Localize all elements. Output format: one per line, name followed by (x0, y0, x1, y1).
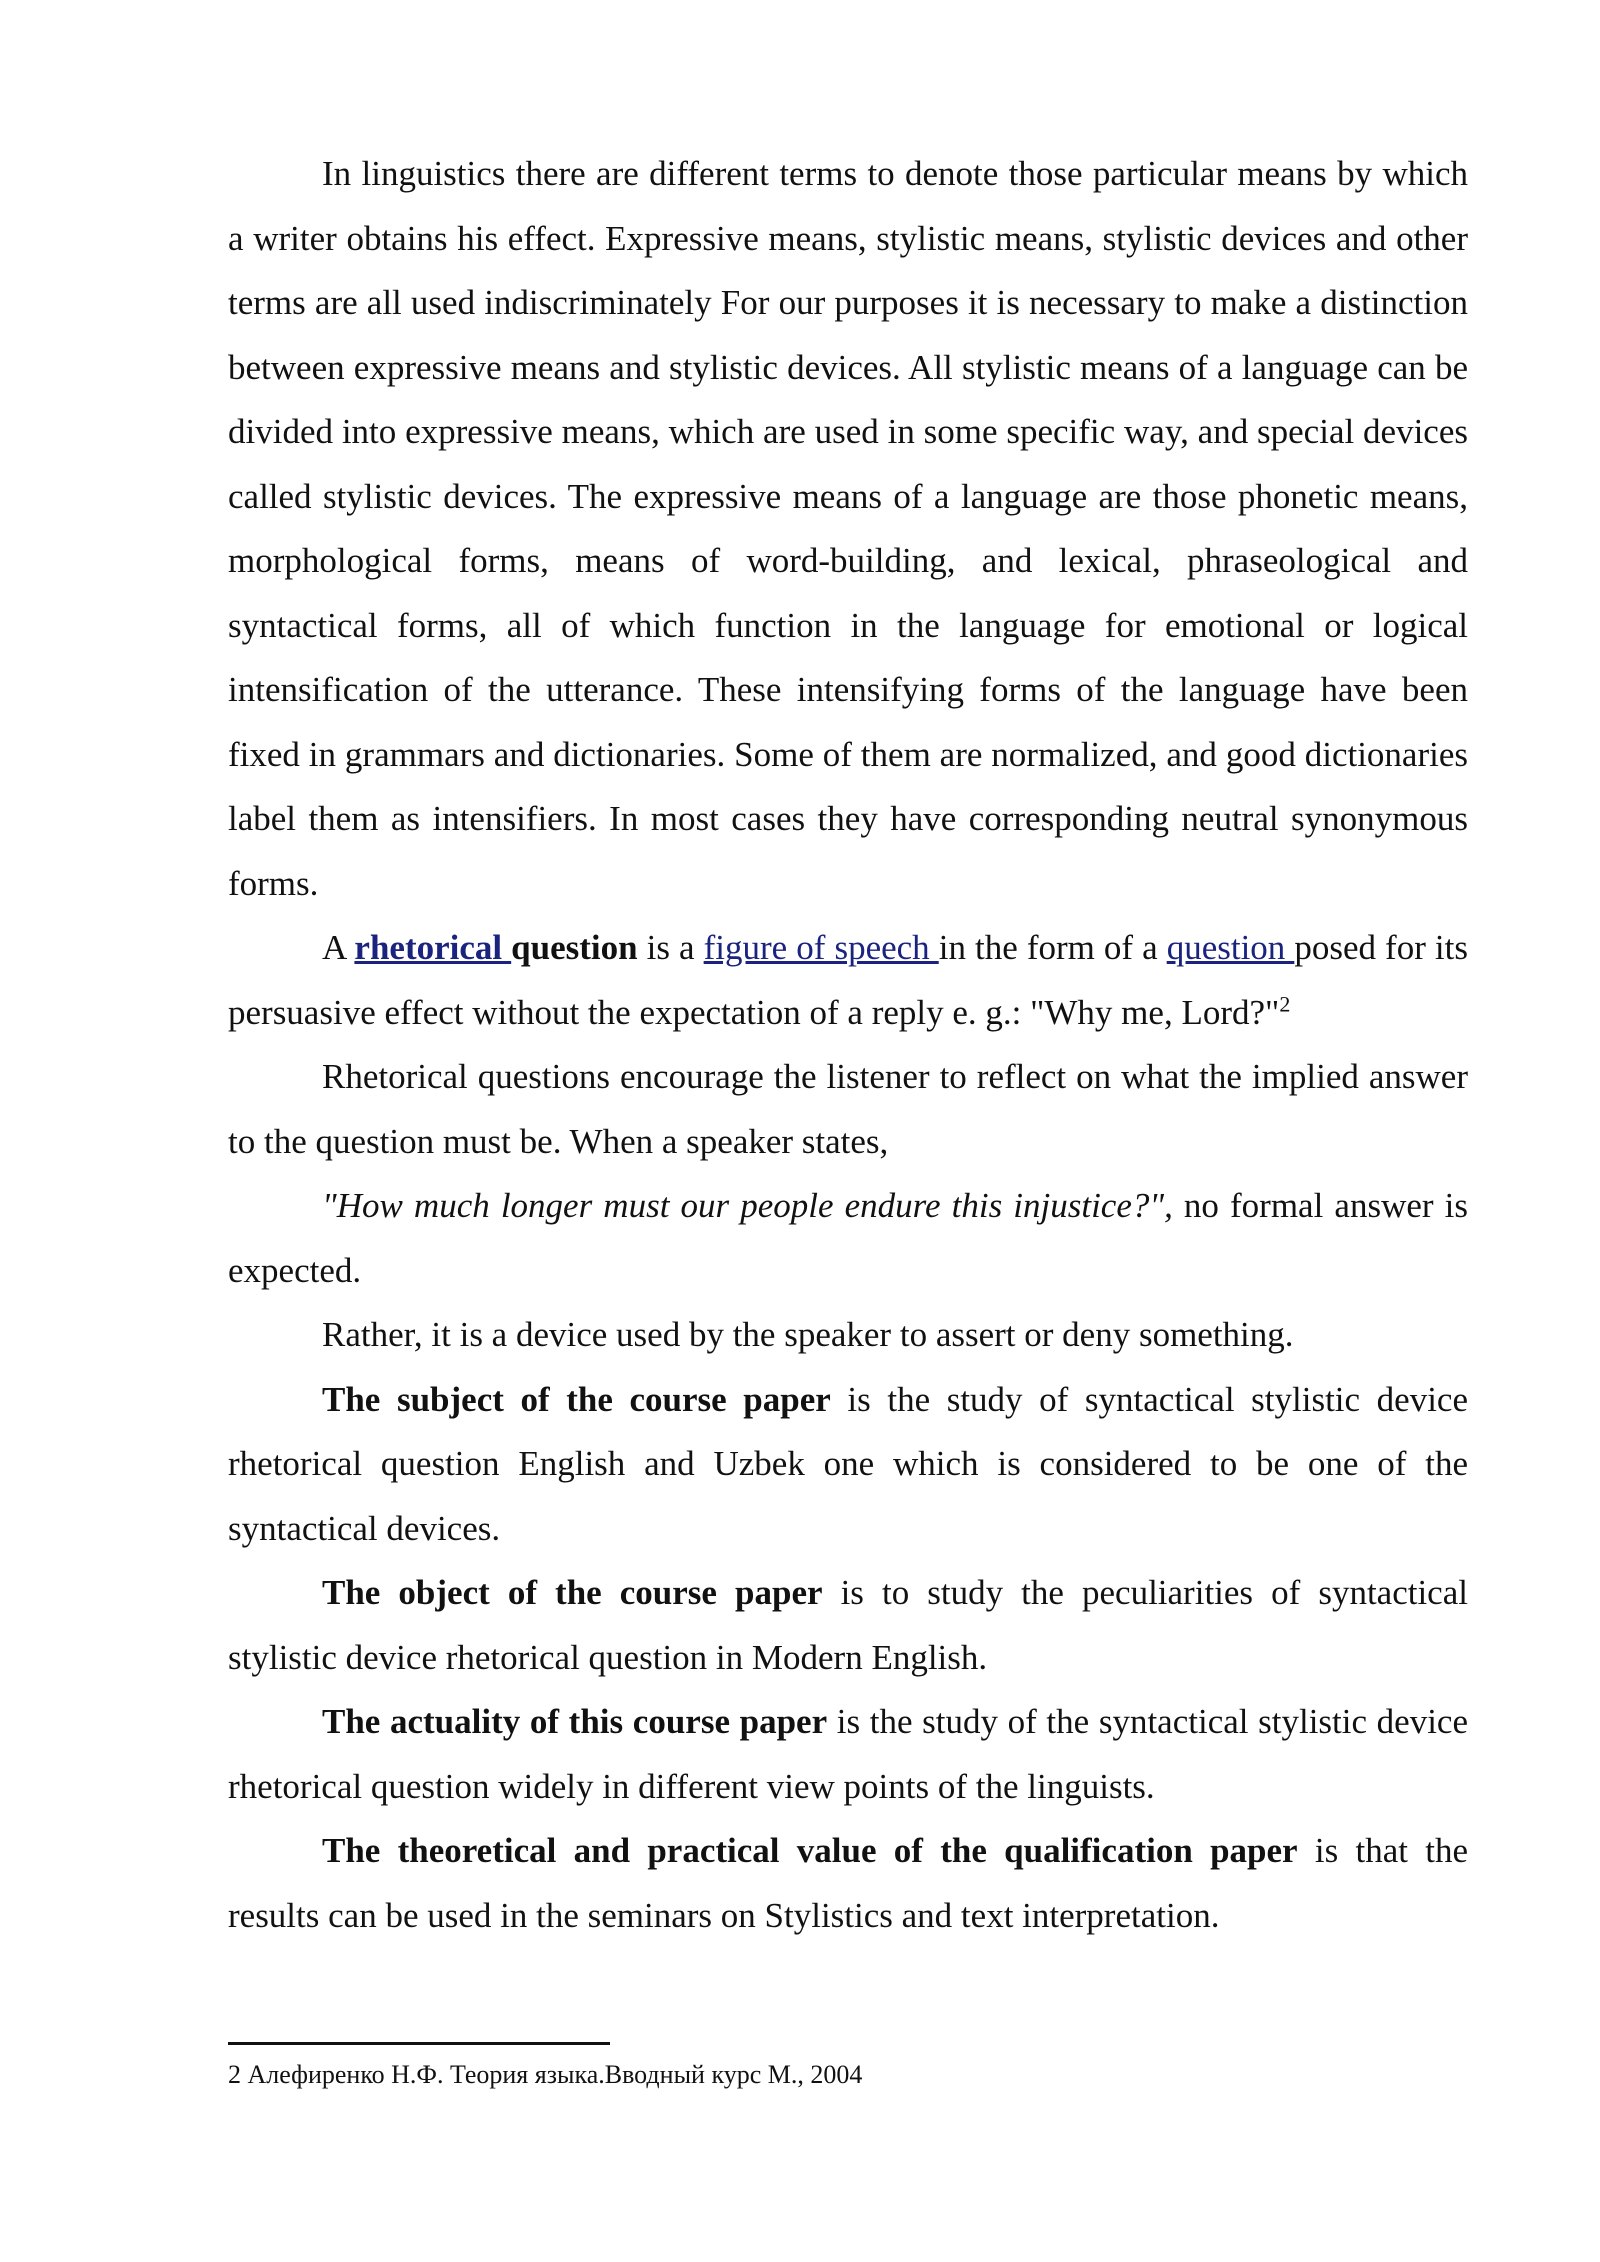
paragraph-rhetorical-question-definition (228, 916, 1468, 1045)
paragraph-encourage (228, 1045, 1468, 1174)
paragraph-rather-text: Rather, it is a device used by the speaker to assert or deny something. (322, 1315, 1294, 1354)
link-rhetorical[interactable]: rhetorical (354, 928, 512, 967)
paragraph-object (228, 1561, 1468, 1690)
subject-heading: The subject of the course paper (322, 1379, 831, 1419)
term-question: question (511, 928, 638, 967)
text-definition-rest: posed for its persuasive effect without the expectation of a reply e. g.: "Why me, Lord?" (228, 928, 1468, 1032)
paragraph-value (228, 1819, 1468, 1948)
object-text: is to study the peculiarities of syntactical stylistic device rhetorical question in Modern English. (228, 1573, 1468, 1677)
subject-text: is the study of syntactical stylistic device rhetorical question English and Uzbek one which is considered to be one of the syntactical devices. (228, 1379, 1469, 1548)
value-heading: The theoretical and practical value of the qualification paper (322, 1831, 1298, 1870)
link-question[interactable]: question (1166, 928, 1295, 967)
footnote-divider (228, 2042, 610, 2045)
actuality-text: is the study of the syntactical stylistic device rhetorical question widely in different view points of the linguists. (228, 1702, 1468, 1806)
text-in-form: in the form of a (938, 928, 1167, 967)
paragraph-intro-text: In linguistics there are different terms to denote those particular means by which a writer obtains his effect. Expressive means, stylistic means, stylistic devices and other terms are all used indiscriminately For our purposes it is necessary to make a distinction between expressive means and stylistic devices. All stylistic means of a language can be divided into expressive means, which are used in some specific way, and special devices called stylistic devices. The expressive means of a language are those phonetic means, morphological forms, means of word-building, and lexical, phraseological and syntactical forms, all of which function in the language for emotional or logical intensification of the utterance. These intensifying forms of the language have been fixed in grammars and dictionaries. Some of them are normalized, and good dictionaries label them as intensifiers. In most cases they have corresponding neutral synonymous forms. (228, 154, 1468, 903)
footnote: 2 Алефиренко Н.Ф. Теория языка.Вводный курс М., 2004 (228, 2060, 863, 2089)
text-is-a: is a (637, 928, 704, 967)
paragraph-encourage-text: Rhetorical questions encourage the listener to reflect on what the implied answer to the question must be. When a speaker states, (228, 1057, 1468, 1161)
link-figure-of-speech[interactable]: figure of speech (703, 928, 939, 967)
text-a: A (322, 928, 355, 967)
paragraph-rather (228, 1303, 1468, 1368)
footnote-reference[interactable]: 2 (1279, 990, 1291, 1016)
value-text: is that the results can be used in the seminars on Stylistics and text interpretation. (228, 1831, 1468, 1935)
example-quote: "How much longer must our people endure this injustice?", (322, 1186, 1173, 1225)
paragraph-subject (228, 1368, 1468, 1562)
paragraph-actuality (228, 1690, 1468, 1819)
example-quote-rest: no formal answer is expected. (228, 1186, 1468, 1290)
object-heading: The object of the course paper (322, 1573, 823, 1612)
body-text (228, 142, 1468, 1948)
actuality-heading: The actuality of this course paper (322, 1702, 828, 1741)
paragraph-intro (228, 142, 1468, 916)
paragraph-example-quote (228, 1174, 1468, 1303)
